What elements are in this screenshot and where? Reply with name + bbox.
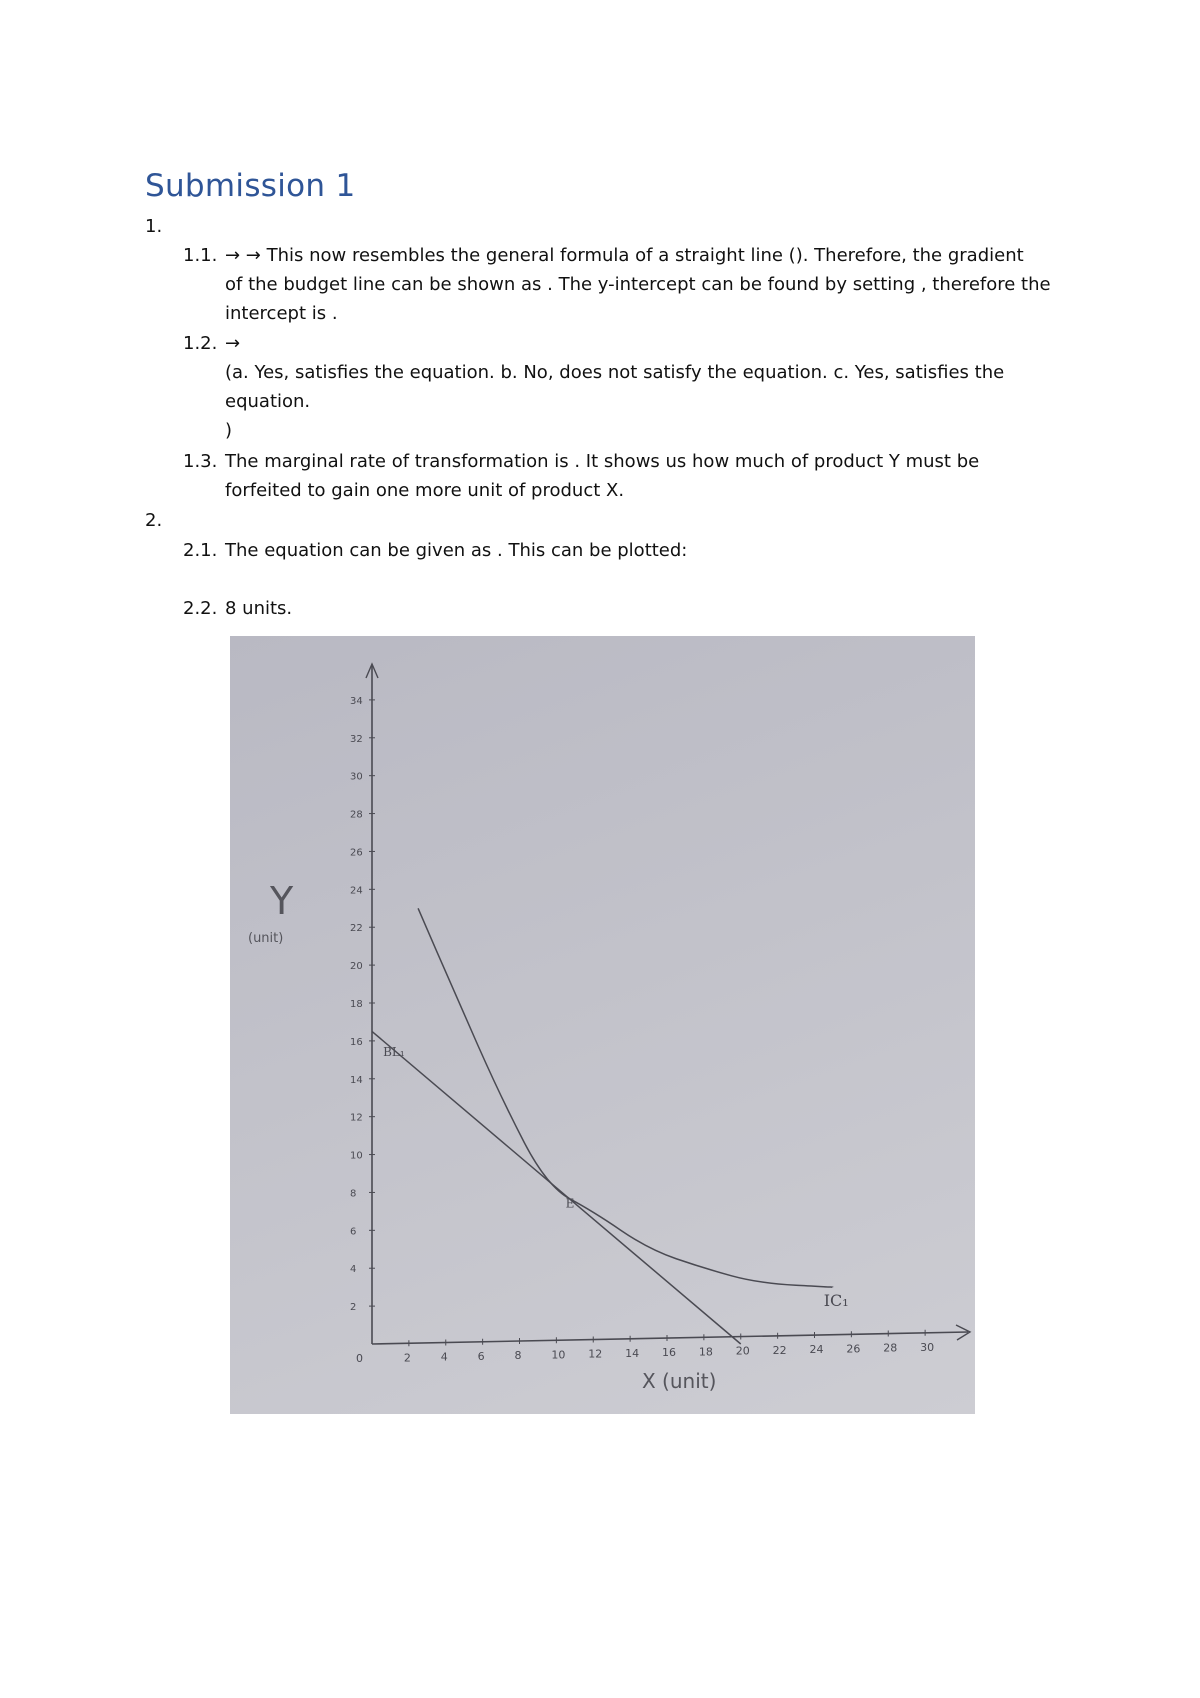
item-1-1-number: 1.1.: [183, 245, 218, 266]
y-tick-label: 28: [350, 809, 363, 821]
indifference-curve: [418, 908, 833, 1287]
item-2-2-number: 2.2.: [183, 598, 218, 619]
annotation-label: E: [565, 1196, 575, 1211]
x-tick-label: 18: [698, 1345, 713, 1359]
y-tick-label: 10: [350, 1150, 363, 1162]
x-axis-line: [372, 1332, 968, 1344]
x-tick-label: 24: [809, 1343, 824, 1356]
x-tick-label: 28: [883, 1341, 898, 1355]
y-tick-label: 12: [350, 1112, 363, 1124]
item-1-2-text-line2: (a. Yes, satisfies the equation. b. No, does not satisfy the equation. c. Yes, satisfies the: [225, 362, 1005, 383]
item-2-1-number: 2.1.: [183, 540, 218, 561]
item-1-2-text-line4: ): [225, 420, 233, 441]
x-tick-label: 10: [551, 1348, 566, 1362]
annotation-label: IC₁: [823, 1291, 849, 1311]
x-tick-label: 12: [588, 1347, 603, 1361]
x-tick-label: 22: [772, 1343, 787, 1357]
x-tick-label: 2: [403, 1351, 411, 1365]
item-1-3-text-line1: The marginal rate of transformation is . It shows us how much of product Y must be: [225, 451, 980, 472]
y-tick-label: 34: [350, 695, 363, 707]
y-tick-label: 22: [350, 923, 363, 935]
item-1-3-text-line2: forfeited to gain one more unit of product X.: [225, 480, 625, 501]
item-1-1-text-line2: of the budget line can be shown as . The y-intercept can be found by setting , therefore the: [225, 274, 1051, 295]
item-2-1-text-line1: The equation can be given as . This can be plotted:: [225, 540, 688, 561]
y-tick-label: 14: [350, 1074, 363, 1086]
y-tick-label: 4: [350, 1264, 357, 1276]
x-tick-label: 14: [625, 1346, 640, 1360]
x-tick-label: 30: [920, 1340, 935, 1354]
x-tick-label: 8: [514, 1349, 522, 1362]
item-1-1-text-line3: intercept is .: [225, 303, 338, 324]
x-tick-label: 0: [356, 1352, 363, 1365]
question-2-number: 2.: [145, 510, 163, 531]
y-axis-label: Y: [270, 879, 294, 923]
item-2-2-text-line1: 8 units.: [225, 598, 293, 619]
question-1-number: 1.: [145, 216, 163, 237]
x-tick-label: 20: [735, 1344, 750, 1358]
y-tick-label: 20: [350, 961, 363, 973]
y-tick-label: 8: [350, 1188, 357, 1200]
item-1-3-number: 1.3.: [183, 451, 218, 472]
budget-line: [372, 1031, 741, 1344]
y-tick-label: 26: [350, 847, 363, 859]
x-tick-label: 26: [846, 1342, 861, 1356]
y-axis-unit-label: (unit): [248, 931, 284, 946]
indifference-curve-chart: [230, 636, 975, 1414]
hand-drawn-graph-photo: [230, 636, 975, 1414]
y-tick-label: 30: [350, 771, 363, 783]
x-tick-label: 4: [440, 1350, 448, 1364]
x-axis-label: X (unit): [642, 1369, 717, 1393]
page-title: Submission 1: [145, 168, 356, 204]
x-tick-label: 16: [662, 1346, 676, 1359]
item-1-2-text-line3: equation.: [225, 391, 311, 412]
x-tick-label: 6: [477, 1349, 485, 1363]
y-tick-label: 6: [350, 1226, 357, 1238]
item-1-2-text-line1: →: [225, 333, 241, 354]
item-1-1-text-line1: → → This now resembles the general formula of a straight line (). Therefore, the gradient: [225, 245, 1024, 266]
y-tick-label: 2: [350, 1302, 357, 1314]
y-tick-label: 32: [350, 733, 363, 745]
y-tick-label: 24: [350, 885, 363, 897]
annotation-label: BL₁: [383, 1045, 405, 1060]
y-tick-label: 16: [350, 1036, 363, 1048]
item-1-2-number: 1.2.: [183, 333, 218, 354]
y-tick-label: 18: [350, 999, 363, 1010]
